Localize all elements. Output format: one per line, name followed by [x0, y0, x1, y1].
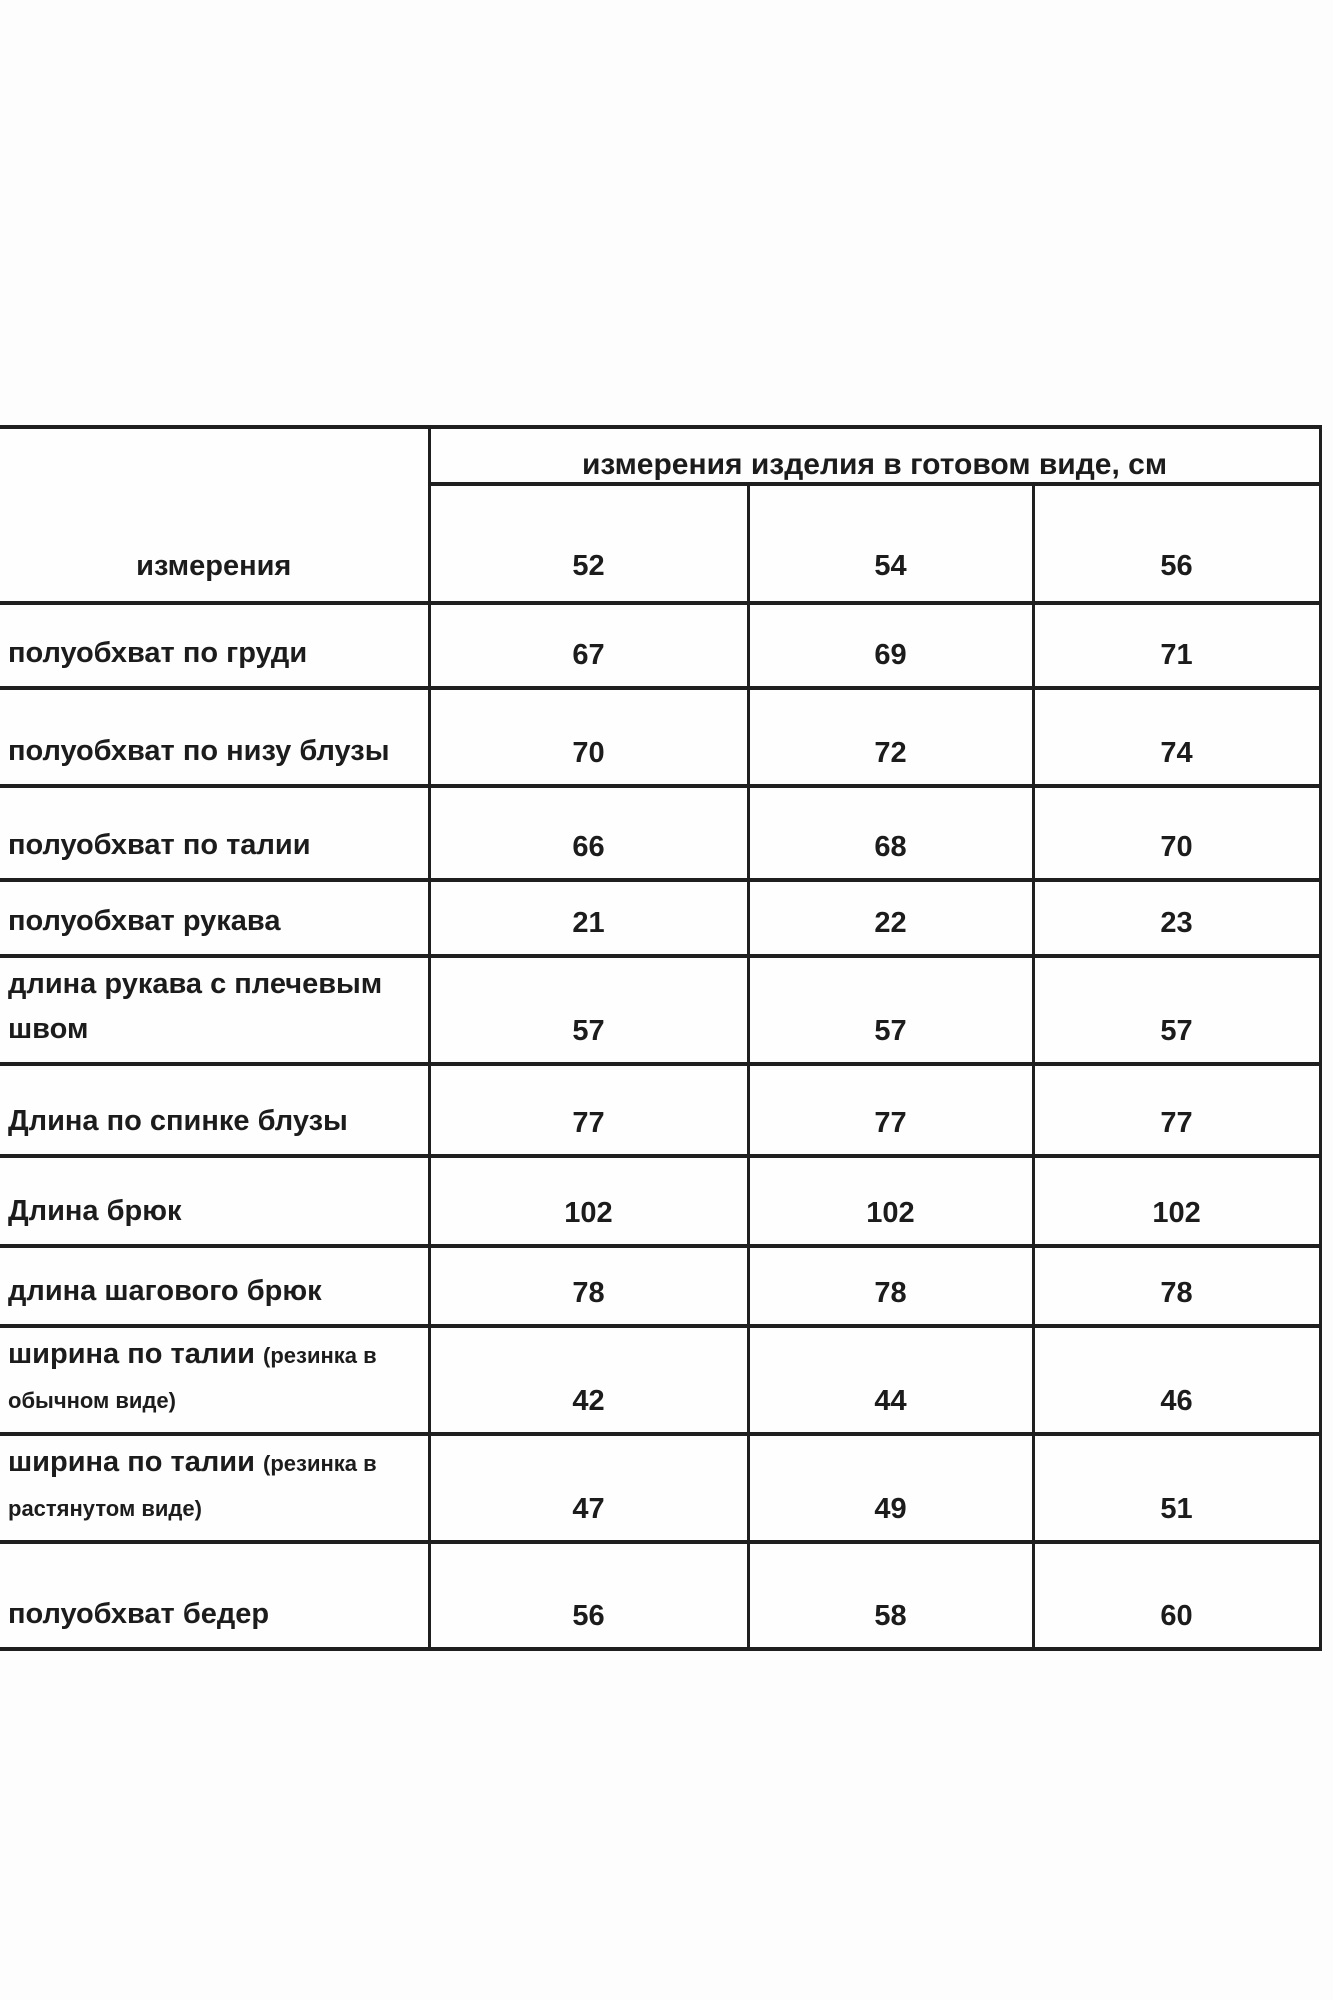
- table-row: [0, 1246, 1320, 1326]
- row-label: [0, 1434, 429, 1542]
- row-label-note: (резинка в растянутом виде): [8, 1450, 377, 1521]
- size-chart-table: [0, 425, 1322, 1651]
- cell-value: 58: [748, 1542, 1033, 1649]
- top-header-row: [0, 427, 1320, 484]
- cell-value: 60: [1033, 1542, 1320, 1649]
- cell-value: 67: [429, 603, 748, 688]
- row-label: [0, 1326, 429, 1434]
- row-label-text: полуобхват бедер: [8, 1597, 270, 1630]
- row-label-text: ширина по талии: [8, 1337, 255, 1370]
- table-row: [0, 1434, 1320, 1542]
- row-label-note: (резинка в обычном виде): [8, 1342, 377, 1413]
- cell-value: 46: [1033, 1326, 1320, 1434]
- row-label: [0, 1156, 429, 1246]
- row-label-text: Длина по спинке блузы: [8, 1104, 348, 1137]
- cell-value: 57: [748, 956, 1033, 1064]
- size-column-header: 56: [1033, 484, 1320, 603]
- table-row: [0, 688, 1320, 786]
- row-label-text: длина шагового брюк: [8, 1274, 322, 1307]
- row-label: [0, 603, 429, 688]
- cell-value: 21: [429, 880, 748, 956]
- table-title: измерения изделия в готовом виде, см: [429, 427, 1320, 484]
- cell-value: 49: [748, 1434, 1033, 1542]
- cell-value: 23: [1033, 880, 1320, 956]
- cell-value: 102: [748, 1156, 1033, 1246]
- row-label: [0, 688, 429, 786]
- cell-value: 102: [1033, 1156, 1320, 1246]
- row-label: [0, 880, 429, 956]
- row-label: [0, 1246, 429, 1326]
- cell-value: 77: [429, 1064, 748, 1156]
- cell-value: 77: [1033, 1064, 1320, 1156]
- row-label-text: полуобхват по груди: [8, 637, 308, 670]
- measurements-column-header: измерения: [0, 427, 429, 603]
- row-label-text: ширина по талии: [8, 1445, 255, 1478]
- cell-value: 102: [429, 1156, 748, 1246]
- cell-value: 77: [748, 1064, 1033, 1156]
- table-row: [0, 1064, 1320, 1156]
- table-row: [0, 880, 1320, 956]
- table-row: [0, 1156, 1320, 1246]
- row-label-text: полуобхват по низу блузы: [8, 735, 390, 768]
- size-column-header: 54: [748, 484, 1033, 603]
- cell-value: 66: [429, 786, 748, 880]
- row-label-text: полуобхват по талии: [8, 829, 311, 862]
- cell-value: 69: [748, 603, 1033, 688]
- cell-value: 78: [748, 1246, 1033, 1326]
- cell-value: 44: [748, 1326, 1033, 1434]
- row-label: [0, 956, 429, 1064]
- row-label-text: длина рукава с плечевым швом: [8, 968, 383, 1045]
- cell-value: 78: [429, 1246, 748, 1326]
- cell-value: 22: [748, 880, 1033, 956]
- row-label: [0, 1542, 429, 1649]
- row-label: [0, 1064, 429, 1156]
- cell-value: 56: [429, 1542, 748, 1649]
- cell-value: 51: [1033, 1434, 1320, 1542]
- row-label: [0, 786, 429, 880]
- size-column-header: 52: [429, 484, 748, 603]
- cell-value: 72: [748, 688, 1033, 786]
- table-row: [0, 1542, 1320, 1649]
- table-row: [0, 603, 1320, 688]
- cell-value: 57: [1033, 956, 1320, 1064]
- cell-value: 70: [1033, 786, 1320, 880]
- table-row: [0, 786, 1320, 880]
- cell-value: 57: [429, 956, 748, 1064]
- cell-value: 74: [1033, 688, 1320, 786]
- cell-value: 42: [429, 1326, 748, 1434]
- cell-value: 68: [748, 786, 1033, 880]
- row-label-text: полуобхват рукава: [8, 905, 281, 938]
- table-row: [0, 956, 1320, 1064]
- table-row: [0, 1326, 1320, 1434]
- row-label-text: Длина брюк: [8, 1194, 182, 1227]
- cell-value: 70: [429, 688, 748, 786]
- cell-value: 47: [429, 1434, 748, 1542]
- cell-value: 71: [1033, 603, 1320, 688]
- cell-value: 78: [1033, 1246, 1320, 1326]
